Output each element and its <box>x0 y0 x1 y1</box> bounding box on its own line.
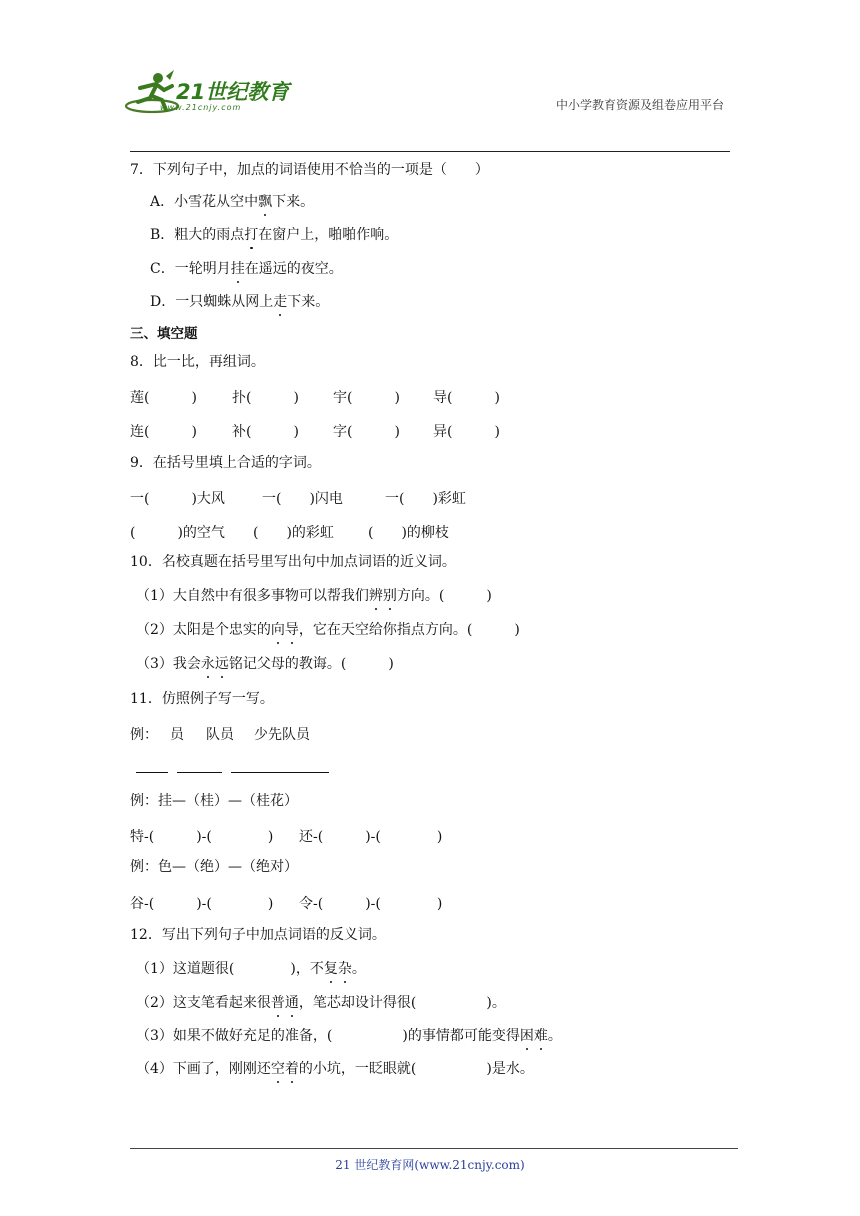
q11-blank: 特-( )-( ) <box>130 829 274 845</box>
q11-example-label: 例： <box>130 727 158 743</box>
q7-option-c: C．一轮明月挂在遥远的夜空。 <box>150 261 343 277</box>
q11-example-word: 队员 <box>206 727 234 743</box>
q8-cell: 莲( ) <box>130 390 197 406</box>
q11-blank: 还-( )-( ) <box>299 829 443 845</box>
logo-text: 21世纪教育 <box>176 80 290 104</box>
answer-underline[interactable] <box>136 772 168 773</box>
dotted-word: 飘 <box>258 194 273 210</box>
q7-option-b: B．粗大的雨点打在窗户上，啪啪作响。 <box>150 227 399 243</box>
q11-example-word: 员 <box>170 727 184 743</box>
logo-url: www.21cnjy.com <box>160 103 242 112</box>
q9-stem: 9．在括号里填上合适的字词。 <box>130 455 321 471</box>
q8-stem: 8．比一比，再组词。 <box>130 354 265 370</box>
q11-blank: 谷-( )-( ) <box>130 896 274 912</box>
footer-divider <box>130 1148 738 1149</box>
dotted-word: 挂 <box>230 261 245 277</box>
dotted-word: 打 <box>244 227 259 243</box>
q7-option-d: D．一只蜘蛛从网上走下来。 <box>150 294 330 310</box>
q8-cell: 宇( ) <box>333 390 400 406</box>
q10-sentence-1: （1）大自然中有很多事物可以帮我们辨别方向。( ) <box>136 588 492 604</box>
q12-stem: 12．写出下列句子中加点词语的反义词。 <box>130 927 386 943</box>
footer-link[interactable]: 21 世纪教育网(www.21cnjy.com) <box>335 1158 525 1172</box>
q11-example-2: 例：挂—（桂）—（桂花） <box>130 793 298 809</box>
q8-cell: 连( ) <box>130 424 197 440</box>
q12-sentence-2: （2）这支笔看起来很普通，笔芯却设计得很( )。 <box>136 995 506 1011</box>
q9-cell: ( )的柳枝 <box>368 525 449 541</box>
q11-example-word: 少先队员 <box>254 727 310 743</box>
q9-cell: 一( )彩虹 <box>385 491 466 507</box>
q8-cell: 导( ) <box>433 390 500 406</box>
answer-underline[interactable] <box>177 772 222 773</box>
q10-sentence-2: （2）太阳是个忠实的向导，它在天空给你指点方向。( ) <box>136 622 520 638</box>
q12-sentence-3: （3）如果不做好充足的准备，( )的事情都可能变得困难。 <box>136 1028 562 1044</box>
q12-sentence-1: （1）这道题很( )，不复杂。 <box>136 961 366 977</box>
q9-cell: 一( )闪电 <box>262 491 343 507</box>
q11-example-3: 例：色—（绝）—（绝对） <box>130 859 298 875</box>
section-heading: 三、填空题 <box>130 326 198 342</box>
q8-cell: 字( ) <box>333 424 400 440</box>
dotted-word: 走 <box>273 294 288 310</box>
q11-blank: 令-( )-( ) <box>299 896 443 912</box>
q8-cell: 扑( ) <box>232 390 299 406</box>
q8-cell: 异( ) <box>433 424 500 440</box>
q7-option-a: A．小雪花从空中飘下来。 <box>150 194 315 210</box>
q10-sentence-3: （3）我会永远铭记父母的教诲。( ) <box>136 656 394 672</box>
q9-cell: ( )的空气 <box>130 525 225 541</box>
q10-stem: 10．名校真题在括号里写出句中加点词语的近义词。 <box>130 554 456 570</box>
header-divider <box>130 151 730 152</box>
q9-cell: 一( )大风 <box>130 491 225 507</box>
q9-cell: ( )的彩虹 <box>253 525 334 541</box>
q8-cell: 补( ) <box>232 424 299 440</box>
q11-stem: 11．仿照例子写一写。 <box>130 691 274 707</box>
q7-stem: 7．下列句子中，加点的词语使用不恰当的一项是（ ） <box>130 162 489 178</box>
answer-underline[interactable] <box>231 772 329 773</box>
header-slogan: 中小学教育资源及组卷应用平台 <box>555 98 724 112</box>
q12-sentence-4: （4）下画了，刚刚还空着的小坑，一眨眼就( )是水。 <box>136 1061 534 1077</box>
